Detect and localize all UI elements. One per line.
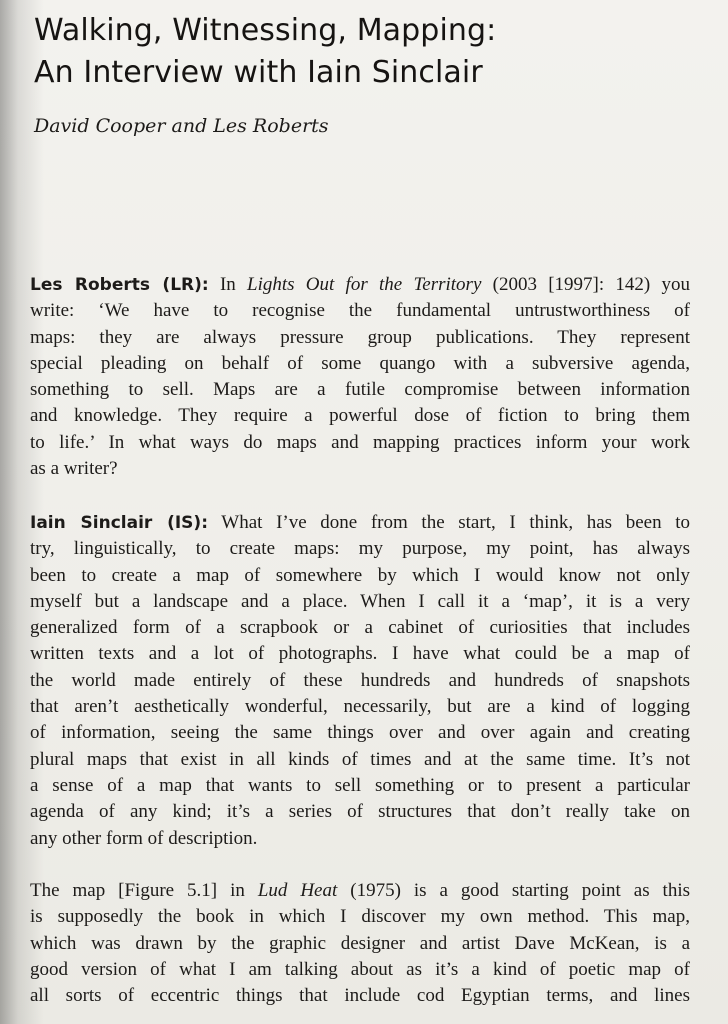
paragraph-line: agenda of any kind; it’s a series of structures that don’t really take on [30, 801, 690, 823]
article-authors: David Cooper and Les Roberts [34, 115, 329, 137]
paragraph-line: which was drawn by the graphic designer and artist Dave McKean, is a [30, 932, 690, 954]
paragraph-line: the world made entirely of these hundreds and hundreds of snapshots [30, 669, 690, 691]
paragraph-line: plural maps that exist in all kinds of times and at the same time. It’s not [30, 748, 690, 770]
paragraph-line: of information, seeing the same things over and over again and creating [30, 722, 690, 744]
paragraph-line [30, 272, 690, 298]
text-run: The map [Figure 5.1] in [30, 880, 258, 901]
paragraph-line: written texts and a lot of photographs. I have what could be a map of [30, 643, 690, 665]
paragraph-line: all sorts of eccentric things that include cod Egyptian terms, and lines [30, 985, 690, 1007]
paragraph-line [30, 510, 690, 536]
text-run: In [208, 274, 248, 295]
title-line-1: Walking, Witnessing, Mapping: [34, 13, 497, 48]
paragraph-line: myself but a landscape and a place. When I call it a ‘map’, it is a very [30, 590, 690, 612]
paragraph-lud-heat-map [30, 878, 690, 1009]
paragraph-line: is supposedly the book in which I discover my own method. This map, [30, 906, 690, 928]
speaker-label: Les Roberts (LR): [30, 275, 209, 295]
text-run: What I’ve done from the start, I think, has been to [208, 512, 690, 533]
speaker-label: Iain Sinclair (IS): [30, 513, 208, 533]
paragraph-line: and knowledge. They require a powerful dose of fiction to bring them [30, 405, 690, 427]
paragraph-line: that aren’t aesthetically wonderful, necessarily, but are a kind of logging [30, 696, 690, 718]
paragraph-line [30, 878, 690, 904]
paragraph-line: to life.’ In what ways do maps and mapping practices inform your work [30, 431, 690, 453]
paragraph-line: try, linguistically, to create maps: my purpose, my point, has always [30, 538, 690, 560]
title-line-2: An Interview with Iain Sinclair [34, 55, 483, 90]
paragraph-line: any other form of description. [30, 827, 258, 849]
paragraph-line: write: ‘We have to recognise the fundamental untrustworthiness of [30, 300, 690, 322]
paragraph-line: maps: they are always pressure group publications. They represent [30, 326, 690, 348]
book-title-italic: Lud Heat [257, 880, 338, 901]
paragraph-iain-sinclair-answer [30, 510, 690, 852]
paragraph-line: as a writer? [30, 458, 118, 480]
paragraph-line: good version of what I am talking about as it’s a kind of poetic map of [30, 958, 690, 980]
paragraph-line: something to sell. Maps are a futile compromise between information [30, 379, 690, 401]
paragraph-line: a sense of a map that wants to sell something or to present a particular [30, 774, 690, 796]
text-run: (1975) is a good starting point as this [337, 880, 691, 901]
paragraph-les-roberts-question [30, 272, 690, 482]
paragraph-line: special pleading on behalf of some quango with a subversive agenda, [30, 352, 690, 374]
article-title [34, 10, 496, 94]
paragraph-line: been to create a map of somewhere by which I would know not only [30, 564, 690, 586]
book-title-italic: Lights Out for the Territory [247, 274, 482, 295]
paragraph-line: generalized form of a scrapbook or a cabinet of curiosities that includes [30, 617, 690, 639]
text-run: (2003 [1997]: 142) you [481, 274, 690, 295]
